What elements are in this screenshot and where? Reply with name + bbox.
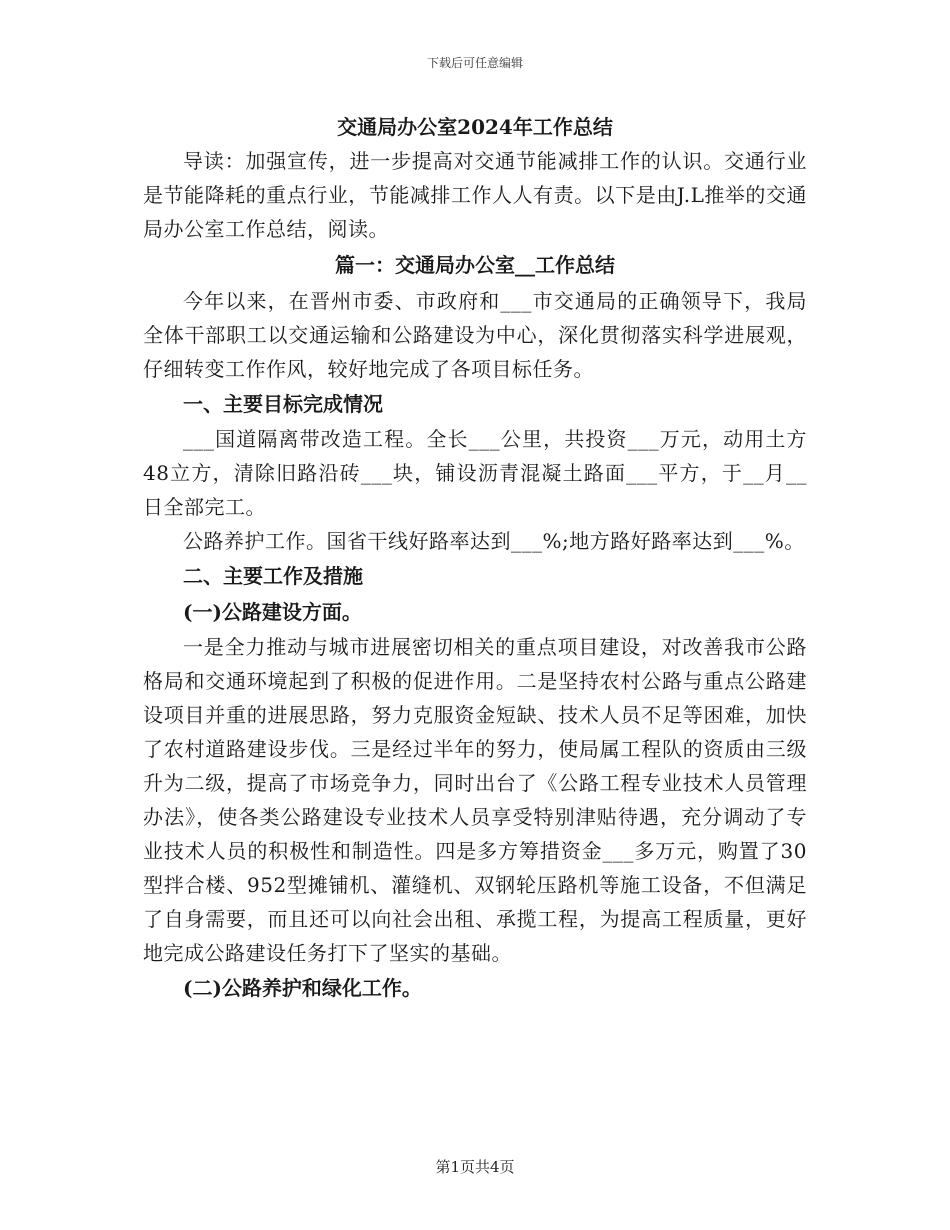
- page-footer: 第1页共4页: [435, 1158, 515, 1176]
- section-title: 篇一：交通局办公室__工作总结: [335, 253, 615, 277]
- document-title: 交通局办公室2024年工作总结: [337, 115, 613, 139]
- paragraph-1: 今年以来，在晋州市委、市政府和___市交通局的正确领导下，我局全体干部职工以交通运输和公路建设为中心，深化贯彻落实科学进展观，仔细转变工作作风，较好地完成了各项目标任务。: [143, 289, 807, 381]
- intro-paragraph: 导读：加强宣传，进一步提高对交通节能减排工作的认识。交通行业是节能降耗的重点行业，节能减排工作人人有责。以下是由J.L推举的交通局办公室工作总结，阅读。: [143, 149, 807, 241]
- paragraph-3: 公路养护工作。国省干线好路率达到___%;地方路好路率达到___%。: [183, 529, 805, 553]
- paragraph-4: 一是全力推动与城市进展密切相关的重点项目建设，对改善我市公路格局和交通环境起到了积极的促进作用。二是坚持农村公路与重点公路建设项目并重的进展思路，努力克服资金短缺、技术人员不足等困难，加快了农村道路建设步伐。三是经过半年的努力，使局属工程队的资质由三级升为二级，提高了市场竞争力，同时出台了《公路工程专业技术人员管理办法》，使各类公路建设专业技术人员享受特别津贴待遇，充分调动了专业技术人员的积极性和制造性。四是多方筹措资金___多万元，购置了30型拌合楼、952型摊铺机、灌缝机、双钢轮压路机等施工设备，不但满足了自身需要，而且还可以向社会出租、承揽工程，为提高工程质量，更好地完成公路建设任务打下了坚实的基础。: [143, 635, 807, 965]
- document-body: [143, 112, 807, 1006]
- header-note: 下载后可任意编辑: [426, 56, 523, 70]
- paragraph-2: ___国道隔离带改造工程。全长___公里，共投资___万元，动用土方48立方，清除旧路沿砖___块，铺设沥青混凝土路面___平方，于__月__日全部完工。: [143, 427, 807, 519]
- heading-road-construction: (一)公路建设方面。: [183, 600, 362, 624]
- heading-main-targets: 一、主要目标完成情况: [183, 392, 383, 416]
- heading-road-maintenance: (二)公路养护和绿化工作。: [183, 976, 422, 1000]
- heading-main-work: 二、主要工作及措施: [183, 564, 363, 588]
